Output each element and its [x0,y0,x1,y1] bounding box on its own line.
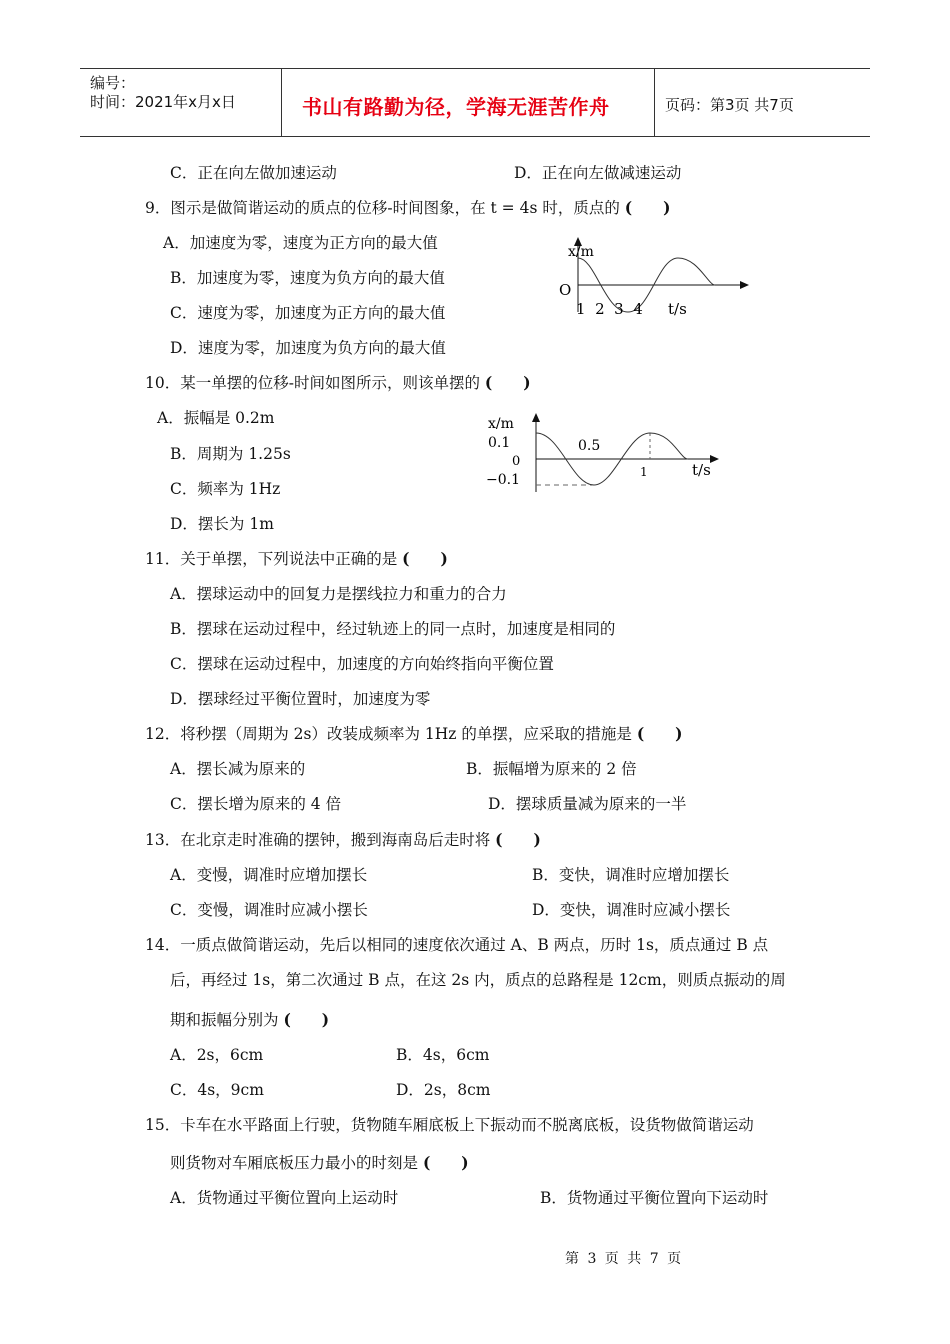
q10-displacement-time-graph [480,408,725,498]
page-footer: 第 3 页 共 7 页 [565,1251,684,1267]
q9-y-axis-label: x/m [568,244,594,260]
header-number-label: 编号： [90,74,136,92]
header-time-label: 时间：2021年x月x日 [90,93,236,111]
q12-stem-text: 12．将秒摆（周期为 2s）改装成频率为 1Hz 的单摆，应采取的措施是 [145,725,632,743]
q9-x-axis-label: t/s [668,300,687,318]
q10-tick-half-label: 0.5 [578,438,601,454]
q14-stem-line-3 [170,1008,329,1030]
q10-y-max-label: 0.1 [488,435,511,451]
q13-option-b: B．变快，调准时应增加摆长 [532,866,730,884]
q15-stem-line-1: 15．卡车在水平路面上行驶，货物随车厢底板上下振动而不脱离底板，设货物做简谐运动 [145,1116,754,1134]
header-divider-left [281,68,282,136]
q11-option-a: A．摆球运动中的回复力是摆线拉力和重力的合力 [170,585,507,603]
q14-stem-line-2: 后，再经过 1s，第二次通过 B 点，在这 2s 内，质点的总路程是 12cm，则质点振动的周 [170,971,786,989]
q11-stem-text: 11．关于单摆，下列说法中正确的是 [145,550,398,568]
q9-option-d: D．速度为零，加速度为负方向的最大值 [170,339,446,357]
q13-option-c: C．变慢，调准时应减小摆长 [170,901,368,919]
q9-displacement-time-graph [550,230,760,325]
q15-option-a: A．货物通过平衡位置向上运动时 [170,1189,399,1207]
q13-answer-paren: ( ) [495,830,541,849]
q9-origin-label: O [559,281,572,299]
q9-option-b: B．加速度为零，速度为负方向的最大值 [170,269,445,287]
q11-option-b: B．摆球在运动过程中，经过轨迹上的同一点时，加速度是相同的 [170,620,616,638]
q14-option-b: B．4s，6cm [396,1046,490,1064]
q12-option-d: D．摆球质量减为原来的一半 [488,795,687,813]
q10-origin-label: 0 [512,454,521,469]
q15-stem-text: 则货物对车厢底板压力最小的时刻是 [170,1154,419,1172]
q8-option-d: D．正在向左做减速运动 [514,164,682,182]
q13-option-d: D．变快，调准时应减小摆长 [532,901,731,919]
q12-option-b: B．振幅增为原来的 2 倍 [466,760,637,778]
q10-y-axis-label: x/m [488,416,514,432]
q8-option-c: C．正在向左做加速运动 [170,164,337,182]
q10-stem-text: 10．某一单摆的位移-时间如图所示，则该单摆的 [145,374,480,392]
q10-answer-paren: ( ) [484,373,531,392]
q15-stem-line-2 [170,1151,469,1173]
q15-answer-paren: ( ) [422,1153,469,1172]
q13-option-a: A．变慢，调准时应增加摆长 [170,866,368,884]
q12-option-c: C．摆长增为原来的 4 倍 [170,795,342,813]
q9-stem-text: 9．图示是做简谐运动的质点的位移-时间图象，在 t = 4s 时，质点的 [145,199,620,217]
q10-x-axis-label: t/s [692,461,711,479]
q10-option-b: B．周期为 1.25s [170,445,291,463]
q9-option-c: C．速度为零，加速度为正方向的最大值 [170,304,446,322]
q12-stem [145,722,682,744]
q10-option-a: A．振幅是 0.2m [157,409,275,427]
q14-stem-text: 期和振幅分别为 [170,1011,279,1029]
header-divider-right [654,68,655,136]
q12-option-a: A．摆长减为原来的 [170,760,306,778]
q15-option-b: B．货物通过平衡位置向下运动时 [540,1189,769,1207]
q10-option-d: D．摆长为 1m [170,515,274,533]
header-page-info: 页码：第3页 共7页 [665,96,794,114]
q10-stem [145,371,531,393]
q10-option-c: C．频率为 1Hz [170,480,281,498]
q10-y-min-label: −0.1 [486,472,520,488]
q11-stem [145,547,448,569]
q9-tick-labels: 1 2 3 4 [576,300,643,318]
q14-option-c: C．4s，9cm [170,1081,264,1099]
q14-answer-paren: ( ) [283,1010,330,1029]
q14-stem-line-1: 14．一质点做简谐运动，先后以相同的速度依次通过 A、B 两点，历时 1s，质点通过 B 点 [145,936,769,954]
q9-option-a: A．加速度为零，速度为正方向的最大值 [163,234,438,252]
q12-answer-paren: ( ) [636,724,683,743]
q11-answer-paren: ( ) [402,549,448,568]
q9-answer-paren: ( ) [624,198,671,217]
q13-stem-text: 13．在北京走时准确的摆钟，搬到海南岛后走时将 [145,831,491,849]
q10-tick-one-label: 1 [640,465,648,479]
q9-stem [145,196,670,218]
q14-option-d: D．2s，8cm [396,1081,491,1099]
q14-option-a: A．2s，6cm [170,1046,264,1064]
q13-stem [145,828,541,850]
header-motto: 书山有路勤为径，学海无涯苦作舟 [302,95,610,119]
q11-option-d: D．摆球经过平衡位置时，加速度为零 [170,690,431,708]
q11-option-c: C．摆球在运动过程中，加速度的方向始终指向平衡位置 [170,655,554,673]
